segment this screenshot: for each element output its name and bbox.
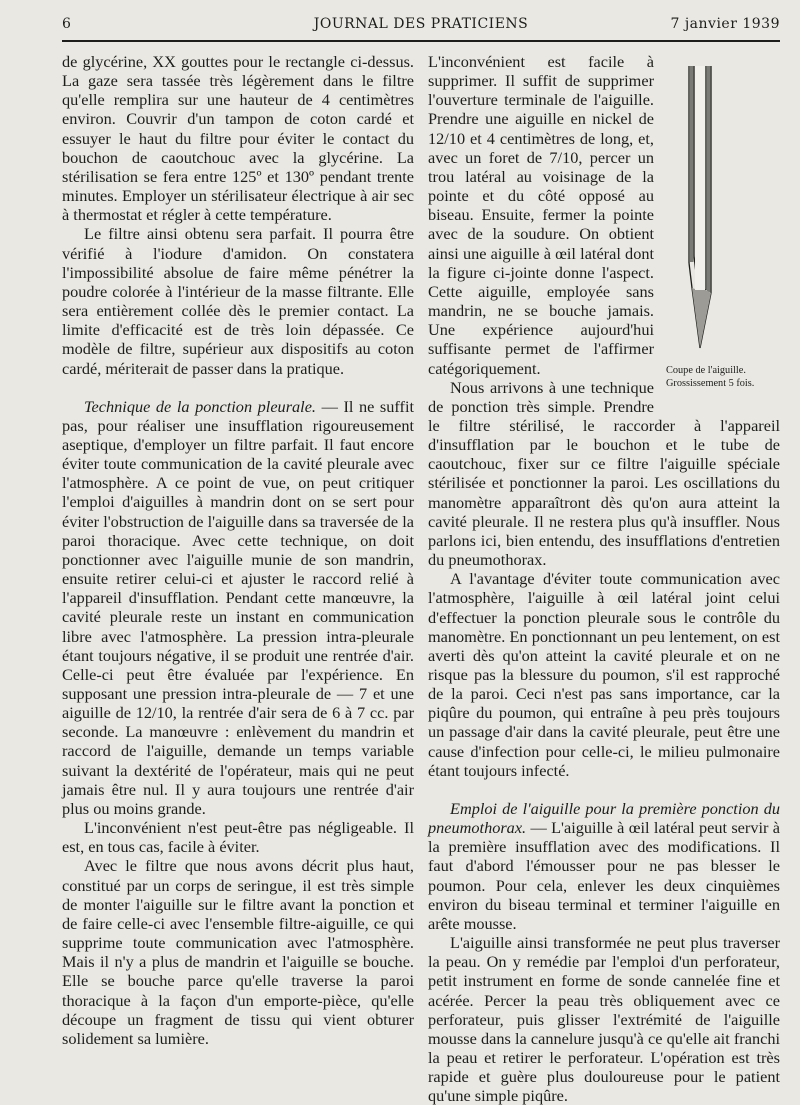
issue-date: 7 janvier 1939	[670, 16, 780, 32]
paragraph: de glycérine, XX gouttes pour le rectangle ci-dessus. La gaze sera tassée très légèrement dans le filtre qu'elle remplira sur une hauteur de 4 centimètres environ. Couvrir d'un tampon de coton cardé et essuyer le haut du filtre pour éviter le contact du bouchon de caoutchouc avec la glycérine. La stérilisation se fera entre 125º et 130º pendant trente minutes. Employer un stérilisateur électrique à air sec à thermostat et régler à cette température.	[62, 52, 414, 225]
needle-figure	[662, 58, 780, 394]
paragraph	[428, 52, 780, 389]
paragraph: A l'avantage d'éviter toute communication avec l'atmosphère, l'aiguille à œil latéral joint celui d'effectuer la ponction pleurale sous le contrôle du manomètre. En ponctionnant un peu lentement, on est averti dès qu'on atteint la cavité pleurale et on ne risque pas la blessure du poumon, s'il est rapproché de la paroi. Ceci n'est pas sans importance, car la piqûre du poumon, qui entraîne à peu près toujours un passage d'air dans la cavité pleurale, peut être une cause d'infection pour celle-ci, le milieu pulmonaire étant toujours infecté.	[428, 569, 780, 780]
journal-title: JOURNAL DES PRATICIENS	[313, 16, 529, 32]
figure-caption	[666, 364, 782, 390]
paragraph-text: L'inconvénient est facile à supprimer. Il suffit de supprimer l'ouverture terminale de l'aiguille. Prendre une aiguille en nickel de 12/10 et 4 centimètres de long, et, avec un foret de 7/10, percer un trou latéral au voisinage de la pointe et du côté opposé au biseau. Ensuite, fermer la pointe avec de la soudure. On obtient ainsi une aiguille à œil latéral dont la figure ci-jointe donne l'aspect. Cette aiguille, employée sans mandrin, ne se bouche jamais. Une expérience aujourd'hui suffisante permet de l'affirmer catégoriquement.	[428, 52, 654, 378]
section-text: — Il ne suffit pas, pour réaliser une insufflation rigoureusement aseptique, d'employer un filtre parfait. Il faut encore éviter toute communication de la cavité pleurale avec l'atmosphère. A ce point de vue, on peut critiquer l'emploi d'aiguilles à mandrin dont on se sert pour éviter l'obstruction de l'aiguille dans sa traversée de la paroi thoracique. Avec cette technique, on doit ponctionner avec l'aiguille munie de son mandrin, ensuite retirer celui-ci et ajuster le raccord relié à l'appareil d'insufflation. Pendant cette manœuvre, la cavité pleurale reste un instant en communication libre avec l'atmosphère. La pression intra-pleurale étant toujours négative, il se produit une rentrée d'air. Celle-ci peut être évaluée par l'expérience. En supposant une pression intra-pleurale de — 7 et une aiguille de 12/10, la rentrée d'air sera de 6 à 7 cc. par seconde. La manœuvre : enlèvement du mandrin et raccord de l'aiguille, demande un temps variable suivant la dextérité de l'opérateur, mais qui ne peut jamais être nul. Il y aura toujours une rentrée d'air plus ou moins grande.	[62, 396, 414, 818]
paragraph: L'aiguille ainsi transformée ne peut plus traverser la peau. On y remédie par l'emploi d'un perforateur, petit instrument en forme de sonde cannelée fine et acérée. Percer la peau très obliquement avec ce perforateur, puis glisser l'extrémité de l'aiguille mousse dans la cannelure jusqu'à ce qu'elle ait franchi la peau et retirer le perforateur. L'opération est très rapide et guère plus douloureuse pour le patient qu'une simple piqûre.	[428, 933, 780, 1105]
paragraph: Nous arrivons à une technique de ponction très simple. Prendre le filtre stérilisé, le raccorder à l'appareil d'insufflation par le bouchon et le tube de caoutchouc, fixer sur ce filtre l'aiguille spéciale stérilisée et ponctionner la paroi. Les oscillations du manomètre apparaîtront dès qu'on aura atteint la cavité pleurale. Il ne restera plus qu'à insuffler. Nous parlons ici, bien entendu, des insufflations d'entretien du pneumothorax.	[428, 377, 780, 570]
section-paragraph	[428, 799, 780, 933]
right-column	[428, 52, 780, 1105]
section-title: Technique de la ponction pleurale.	[84, 396, 316, 416]
section-title: Emploi de l'aiguille pour la première ponction du pneumothorax.	[428, 798, 780, 838]
paragraph: Le filtre ainsi obtenu sera parfait. Il pourra être vérifié à l'iodure d'amidon. On constatera l'impossibilité absolue de faire même pénétrer la poudre colorée à l'intérieur de la masse filtrante. Elle sera entièrement collée dès le premier contact. La limite d'efficacité est de très loin dépassée. Ce modèle de filtre, supérieur aux dispositifs au coton cardé, mériterait de passer dans la pratique.	[62, 224, 414, 378]
paragraph: Avec le filtre que nous avons décrit plus haut, constitué par un corps de seringue, il est très simple de monter l'aiguille sur le filtre avant la ponction et de faire celle-ci avec l'ensemble filtre-aiguille, ce qui supprime toute communication avec l'atmosphère. Mais il n'y a plus de mandrin et l'aiguille se bouche. Elle se bouche parce qu'elle traverse la paroi thoracique à la façon d'un emporte-pièce, qu'elle découpe un fragment de tissu qui vient obturer solidement sa lumière.	[62, 856, 414, 1048]
page-header	[62, 14, 780, 42]
caption-line: Coupe de l'aiguille.	[666, 365, 746, 376]
page-number: 6	[62, 16, 72, 32]
needle-section-icon	[662, 58, 780, 358]
section-text: — L'aiguille à œil latéral peut servir à la première insufflation avec des modifications. Il faut d'abord l'émousser pour ne pas blesser le poumon. Pour cela, enlever les deux cinquièmes environ du biseau terminal et terminer l'aiguille en arête mousse.	[428, 818, 780, 933]
paragraph: L'inconvénient n'est peut-être pas négligeable. Il est, en tous cas, facile à éviter.	[62, 818, 414, 857]
left-column	[62, 52, 414, 1048]
caption-line: Grossissement 5 fois.	[666, 378, 755, 389]
section-paragraph	[62, 397, 414, 818]
